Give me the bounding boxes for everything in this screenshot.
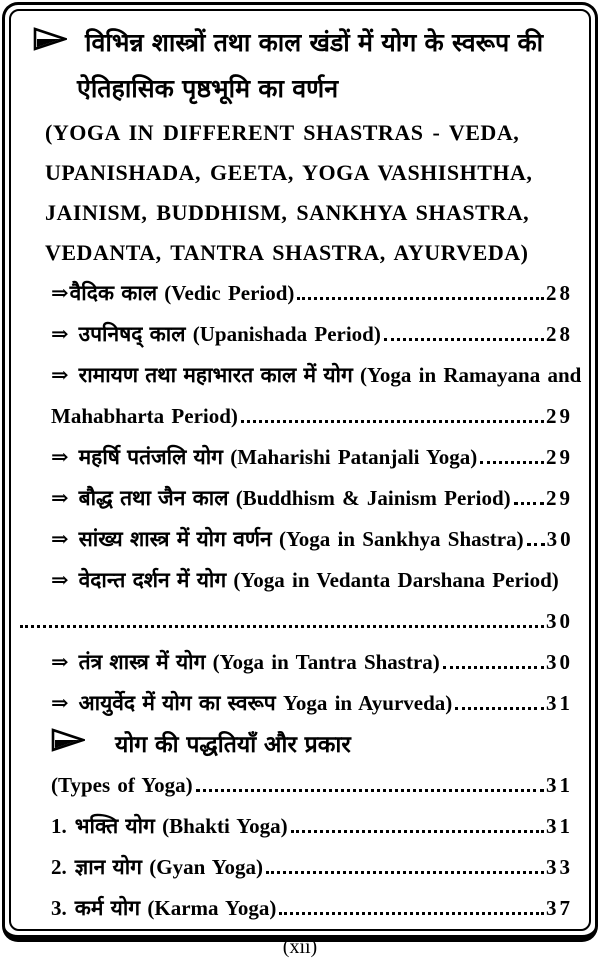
toc-entry-text: आयुर्वेद में योग का स्वरूप Yoga in Ayurveda) [78,691,453,715]
toc-row-entry-cont [51,396,573,437]
dot-leader [514,502,544,505]
toc-row-entry-num [51,888,573,929]
dot-leader [527,543,545,546]
page-reference: 33 [546,855,573,879]
toc-entry-text: महर्षि पतंजलि योग (Maharishi Patanjali Yoga) [78,445,478,469]
toc-row-entry [51,273,573,314]
toc-entry-text: तंत्र शास्त्र में योग (Yoga in Tantra Shastra) [78,650,440,674]
toc-entry-text: रामायण तथा महाभारत काल में योग (Yoga in Ramayana and [78,363,582,387]
toc-row-entry [51,478,573,519]
page-reference: 28 [546,281,573,305]
double-arrow-right-icon: ⇒ [51,568,69,592]
dot-leader [279,912,544,915]
toc-entry-text: भक्ति योग (Bhakti Yoga) [74,814,288,838]
dot-leader [480,461,544,464]
toc-row-entry [51,642,573,683]
toc-entry-text: ज्ञान योग (Gyan Yoga) [74,855,264,879]
toc-entry-text: कर्म योग (Karma Yoga) [74,896,277,920]
item-number: 2. [51,855,67,879]
double-arrow-right-icon: ⇒ [51,486,69,510]
dot-leader [455,707,544,710]
page-reference: 29 [546,445,573,469]
toc-entry-text: VEDANTA, TANTRA SHASTRA, AYURVEDA) [45,240,529,265]
page-reference: 31 [546,814,573,838]
page-reference: 30 [546,609,573,633]
toc-entry-text: JAINISM, BUDDHISM, SANKHYA SHASTRA, [45,200,530,225]
page-reference: 30 [546,650,573,674]
toc-row-entry-num [51,806,573,847]
toc-row-entry [51,683,573,724]
toc-row-section [51,724,573,765]
page-reference: 37 [546,896,573,920]
toc-row-english-heading [45,113,573,153]
toc-row-entry [51,355,582,396]
toc-row-english-heading [45,193,573,233]
page-reference: 30 [546,527,574,551]
toc-entry-text: (YOGA IN DIFFERENT SHASTRAS - VEDA, [45,120,520,145]
page-reference: 28 [546,322,573,346]
toc-entry-text: UPANISHADA, GEETA, YOGA VASHISHTHA, [45,160,533,185]
table-of-contents [17,21,582,929]
toc-row-entry [51,437,573,478]
double-arrow-right-icon: ⇒ [51,650,69,674]
item-number: 3. [51,896,67,920]
toc-entry-text: ऐतिहासिक पृष्ठभूमि का वर्णन [77,76,339,103]
double-arrow-right-icon: ⇒ [51,322,69,346]
arrowhead-right-icon [33,21,67,67]
dot-leader [291,830,544,833]
toc-entry-text: वेदान्त दर्शन में योग (Yoga in Vedanta Darshana Period) [78,568,559,592]
dot-leader [266,871,544,874]
double-arrow-right-icon: ⇒ [51,363,69,387]
page-inner-border [9,9,591,931]
page-outer-border [2,2,598,942]
double-arrow-right-icon: ⇒ [51,527,69,551]
dot-leader [443,666,544,669]
toc-entry-text: बौद्ध तथा जैन काल (Buddhism & Jainism Period) [78,486,511,510]
dot-leader [20,625,544,628]
page-reference: 29 [546,404,573,428]
double-arrow-right-icon: ⇒ [51,281,69,305]
dot-leader [196,789,544,792]
toc-entry-text: वैदिक काल (Vedic Period) [69,281,295,305]
toc-entry-text: उपनिषद् काल (Upanishada Period) [78,322,381,346]
toc-row-english-heading [45,153,573,193]
dot-leader [241,420,544,423]
toc-row-entry [51,560,573,601]
toc-row-english-heading [45,233,573,273]
toc-row-dots-line [17,601,573,642]
toc-entry-text: योग की पद्धतियाँ और प्रकार [115,732,351,757]
page-reference: 31 [546,691,573,715]
dot-leader [297,297,544,300]
page-number: (xii) [282,936,318,958]
double-arrow-right-icon: ⇒ [51,691,69,715]
page-reference: 31 [546,773,573,797]
arrowhead-right-icon [51,724,85,765]
toc-row-entry [51,314,573,355]
page-reference: 29 [546,486,573,510]
toc-row-entry-cont [51,765,573,806]
double-arrow-right-icon: ⇒ [51,445,69,469]
toc-entry-text: (Types of Yoga) [51,773,193,797]
toc-entry-text: Mahabharta Period) [51,404,238,428]
toc-entry-text: सांख्य शास्त्र में योग वर्णन (Yoga in Sankhya Shastra) [78,527,524,551]
dot-leader [384,338,544,341]
toc-entry-text: विभिन्न शास्त्रों तथा काल खंडों में योग के स्वरूप की [85,30,544,57]
item-number: 1. [51,814,67,838]
toc-row-hindi-heading [33,21,573,67]
toc-row-entry [51,519,573,560]
toc-row-hindi-heading-cont [77,67,573,113]
toc-row-entry-num [51,847,573,888]
